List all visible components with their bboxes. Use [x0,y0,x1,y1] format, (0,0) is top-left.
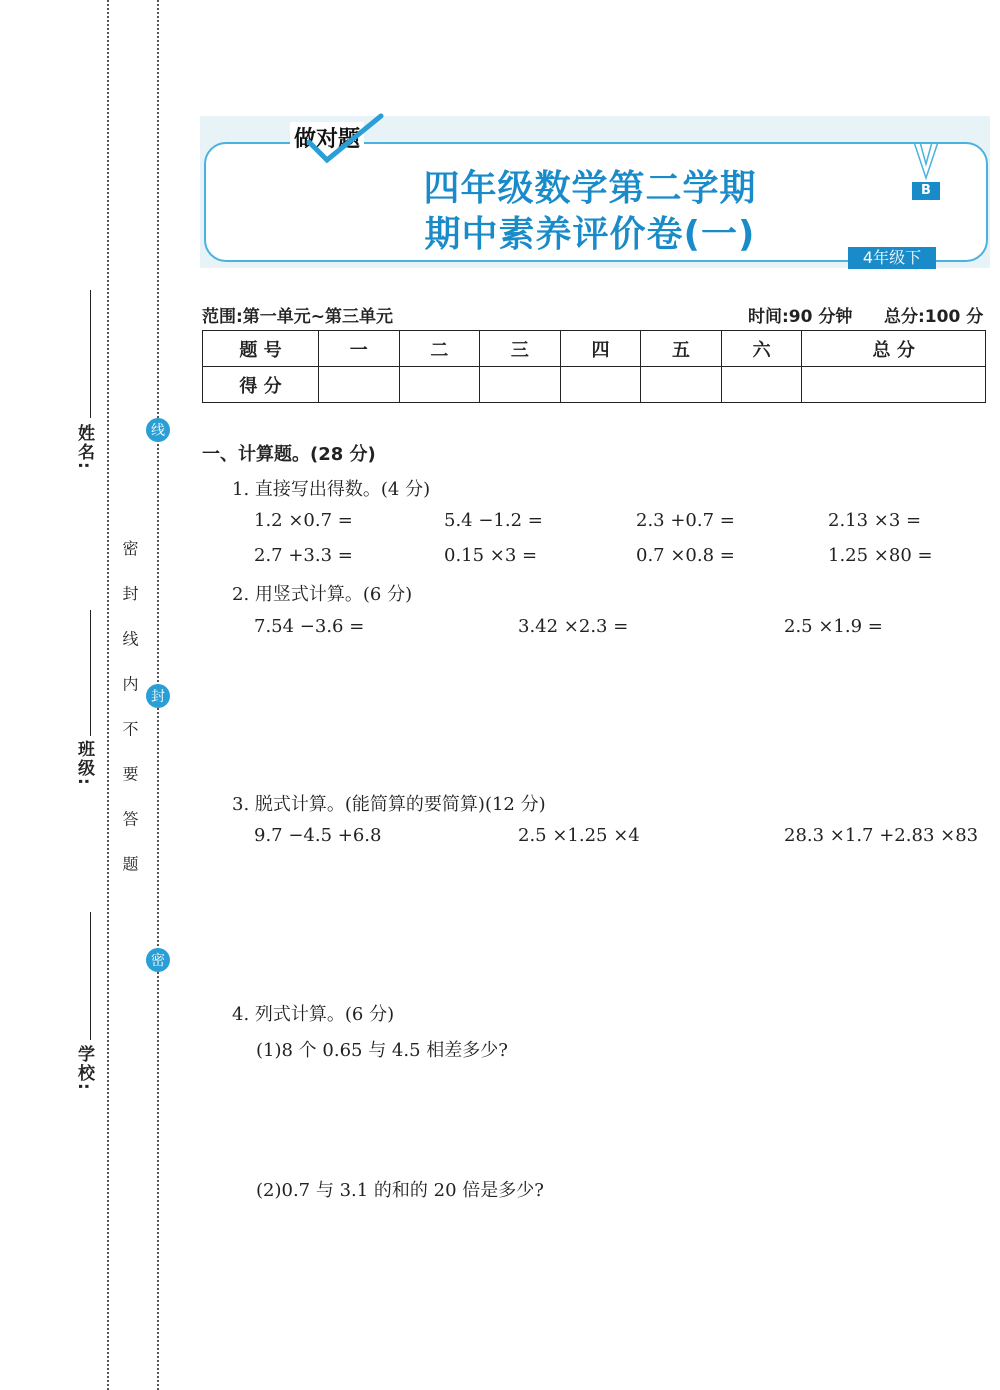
school-field[interactable] [90,912,91,1040]
table-row [203,331,986,367]
brand-logo: 做对题 [290,122,364,153]
mental-math-item: 0.15 ×3 = [444,545,538,566]
mental-math-item: 1.2 ×0.7 = [254,510,353,531]
section-heading: 一、计算题。(28 分) [202,444,376,465]
question-4-label: 4. 列式计算。(6 分) [232,1004,395,1025]
table-cell: 六 [721,331,802,367]
seal-seal-mark: 封 [146,684,170,708]
title-line-1: 四年级数学第二学期 [423,168,757,209]
score-input-cell[interactable] [560,367,641,403]
table-cell: 得 分 [203,367,319,403]
stepwise-calc-item: 2.5 ×1.25 ×4 [518,825,640,846]
class-label: 班级: [74,740,94,787]
class-field[interactable] [90,610,91,736]
seal-line-mark: 线 [146,418,170,442]
table-cell: 四 [560,331,641,367]
time-text: 时间:90 分钟 [748,307,853,327]
score-table [202,330,986,403]
question-2-label: 2. 用竖式计算。(6 分) [232,584,413,605]
score-input-cell[interactable] [480,367,561,403]
mental-math-item: 2.13 ×3 = [828,510,922,531]
word-calc-item: (1)8 个 0.65 与 4.5 相差多少? [256,1040,508,1061]
word-calc-item: (2)0.7 与 3.1 的和的 20 倍是多少? [256,1180,544,1201]
grade-tag: 4年级下 [848,247,936,269]
question-3-label: 3. 脱式计算。(能简算的要简算)(12 分) [232,794,546,815]
checkmark-icon [305,112,385,164]
mental-math-item: 0.7 ×0.8 = [636,545,735,566]
name-field[interactable] [90,290,91,418]
seal-secret-mark: 密 [146,948,170,972]
school-label: 学校: [74,1045,94,1092]
vertical-calc-item: 7.54 −3.6 = [254,616,365,637]
version-badge: B [912,182,940,200]
stepwise-calc-item: 9.7 −4.5 +6.8 [254,825,382,846]
score-input-cell[interactable] [319,367,400,403]
table-cell: 题 号 [203,331,319,367]
table-cell: 五 [641,331,722,367]
score-input-cell[interactable] [641,367,722,403]
mental-math-item: 1.25 ×80 = [828,545,933,566]
name-label: 姓名: [74,424,94,471]
mental-math-item: 2.3 +0.7 = [636,510,735,531]
scope-text: 范围:第一单元~第三单元 [202,307,394,327]
mental-math-item: 5.4 −1.2 = [444,510,543,531]
mental-math-item: 2.7 +3.3 = [254,545,353,566]
bookmark-ribbon-icon [912,142,940,184]
total-score-text: 总分:100 分 [884,307,984,327]
vertical-calc-item: 2.5 ×1.9 = [784,616,883,637]
score-input-cell[interactable] [399,367,480,403]
seal-warning-text: 密 封 线 内 不 要 答 题 [120,540,139,884]
table-cell: 总 分 [802,331,986,367]
title-line-2: 期中素养评价卷(一) [424,214,756,255]
table-cell: 二 [399,331,480,367]
vertical-calc-item: 3.42 ×2.3 = [518,616,629,637]
score-input-cell[interactable] [802,367,986,403]
table-cell: 三 [480,331,561,367]
score-input-cell[interactable] [721,367,802,403]
question-1-label: 1. 直接写出得数。(4 分) [232,479,431,500]
binding-line-left [107,0,109,1390]
table-row [203,367,986,403]
stepwise-calc-item: 28.3 ×1.7 +2.83 ×83 [784,825,979,846]
table-cell: 一 [319,331,400,367]
